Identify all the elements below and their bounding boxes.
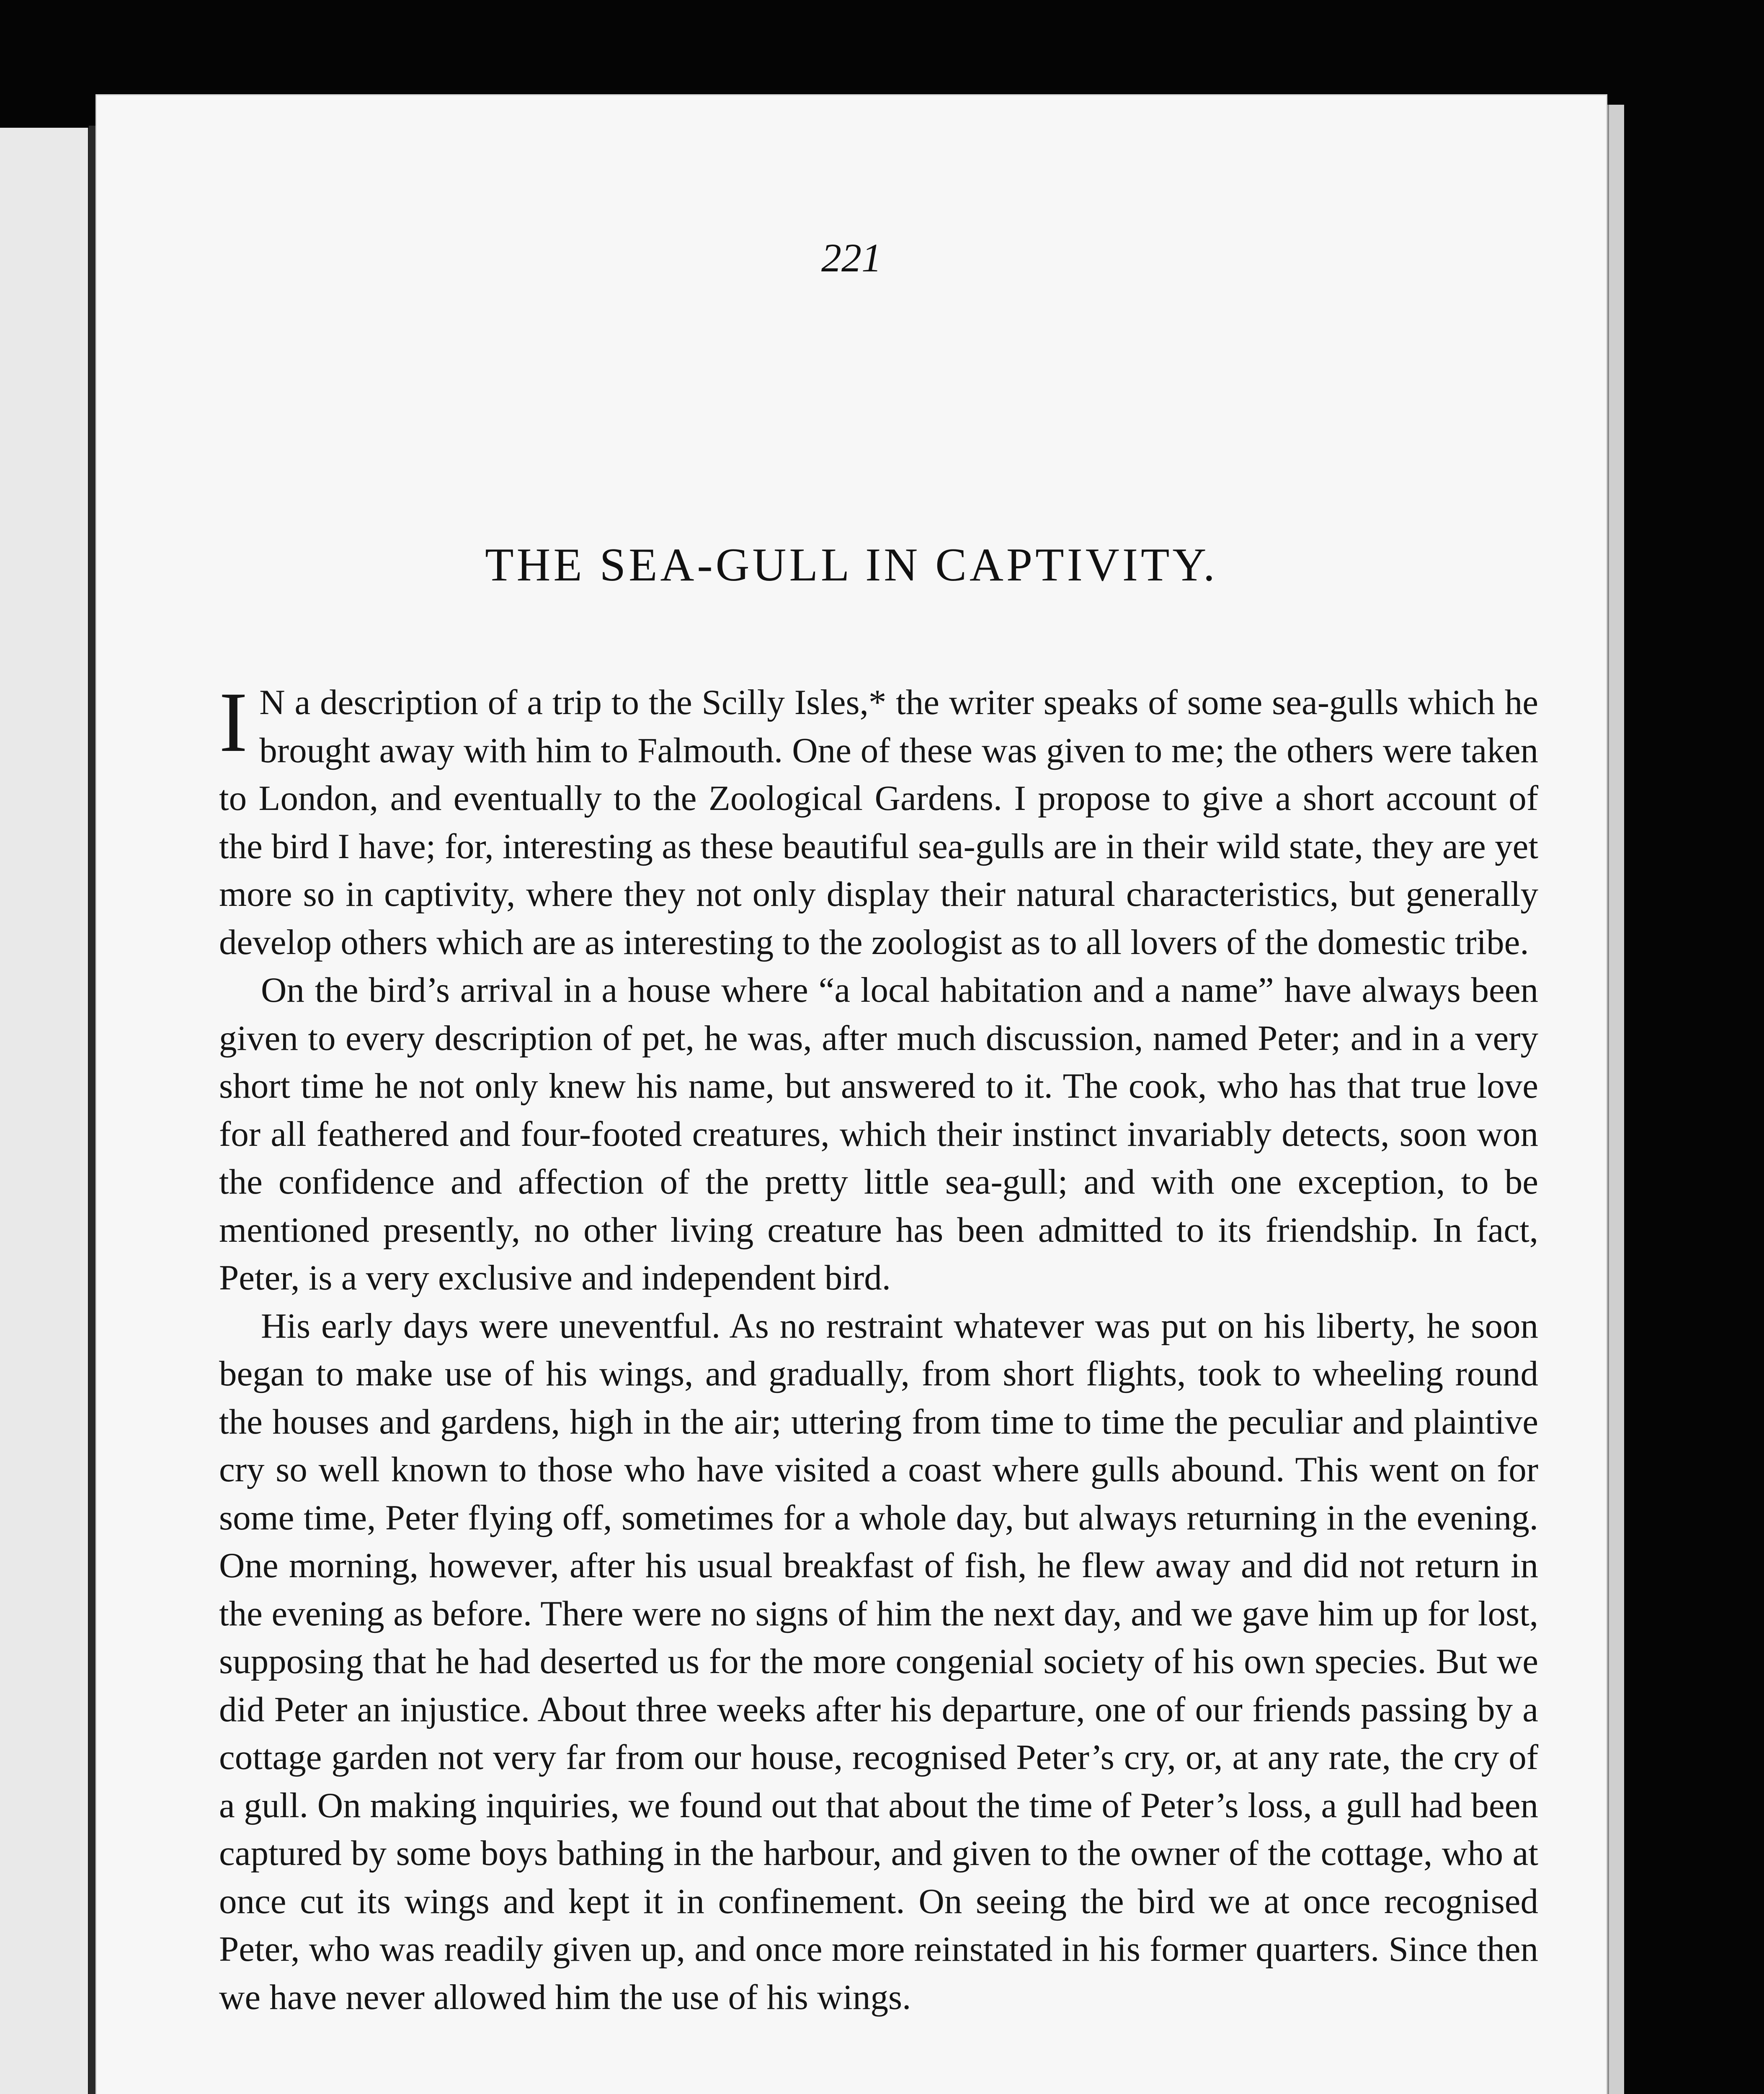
facing-page-edge xyxy=(0,128,94,2094)
paragraph: On the bird’s arrival in a house where “a local habitation and a name” have always been given to every description of pet, he was, after much discussion, named Peter; and in a very short time he not only knew his name, but answered to it. The cook, who has that true love for all feathered and four-footed creatures, which their instinct invariably detects, soon won the confidence and affection of the pretty little sea-gull; and with one exception, to be mentioned presently, no other living creature has been admitted to its friendship. In fact, Peter, is a very exclusive and independent bird. xyxy=(219,970,1538,1297)
paragraph: His early days were uneventful. As no restraint whatever was put on his liberty, he soon began to make use of his wings, and gradually, from short flights, took to wheeling round the houses and gardens, high in the air; uttering from time to time the peculiar and plaintive cry so well known to those who have visited a coast where gulls abound. This went on for some time, Peter flying off, sometimes for a whole day, but always returning in the evening. One morning, however, after his usual breakfast of fish, he flew away and did not return in the evening as before. There were no signs of him the next day, and we gave him up for lost, supposing that he had deserted us for the more congenial society of his own species. But we did Peter an injustice. About three weeks after his departure, one of our friends passing by a cottage garden not very far from our house, recognised Peter’s cry, or, at any rate, the cry of a gull. On making inquiries, we found out that about the time of Peter’s loss, a gull had been captured by some boys bathing in the harbour, and given to the owner of the cottage, who at once cut its wings and kept it in confinement. On seeing the bird we at once recognised Peter, who was readily given up, and once more reinstated in his former quarters. Since then we have never allowed him the use of his wings. xyxy=(219,1306,1538,2017)
paragraph xyxy=(219,675,1538,966)
page-stack-edge xyxy=(1607,105,1624,2094)
paragraph-text: N a description of a trip to the Scilly Isles,* the writer speaks of some sea-gulls which he brought away with him to Falmouth. One of these was given to me; the others were taken to London, and eventually to the Zoological Gardens. I propose to give a short account of the bird I have; for, interesting as these beautiful sea-gulls are in their wild state, they are yet more so in captivity, where they not only display their natural characteristics, but generally develop others which are as interesting to the zoologist as to all lovers of the domestic tribe. xyxy=(219,683,1538,962)
book-page xyxy=(95,94,1607,2094)
article-body xyxy=(219,675,1538,2021)
article-title: THE SEA-GULL IN CAPTIVITY. xyxy=(485,539,1218,591)
drop-cap: I xyxy=(219,675,248,770)
page-number: 221 xyxy=(821,235,882,280)
